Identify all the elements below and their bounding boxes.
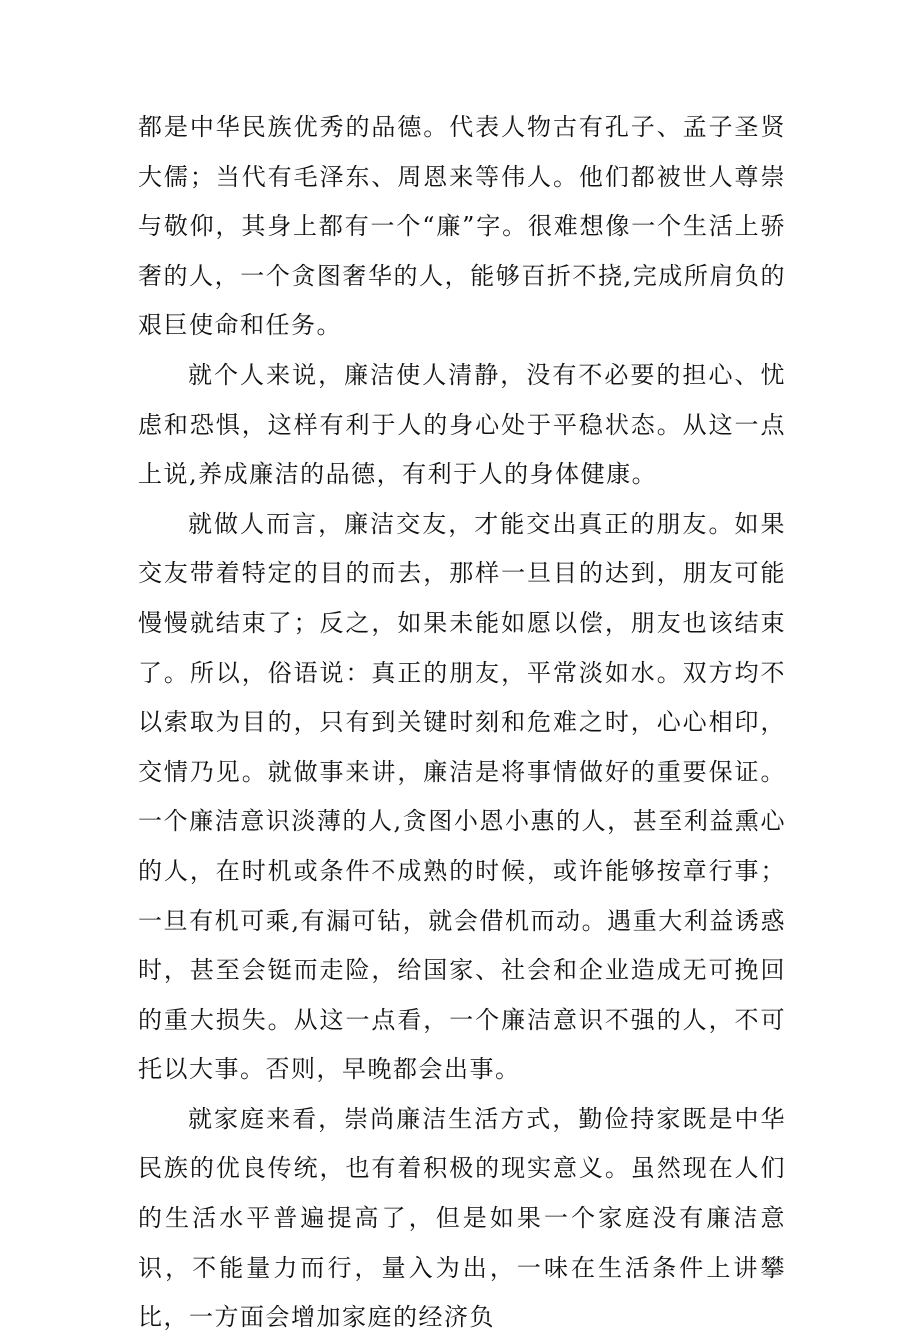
paragraph-1: 都是中华民族优秀的品德。代表人物古有孔子、孟子圣贤大儒；当代有毛泽东、周恩来等伟人。他们都被世人尊崇与敬仰，其身上都有一个“廉”字。很难想像一个生活上骄奢的人，一个贪图奢华的人，能够百折不挠,完成所肩负的艰巨使命和任务。 <box>138 113 786 340</box>
paragraph-4: 就家庭来看，崇尚廉洁生活方式，勤俭持家既是中华民族的优良传统，也有着积极的现实意义。虽然现在人们的生活水平普遍提高了，但是如果一个家庭没有廉洁意识，不能量力而行，量入为出，一味在生活条件上讲攀比，一方面会增加家庭的经济负 <box>138 1104 786 1332</box>
paragraph-2: 就个人来说，廉洁使人清静，没有不必要的担心、忧虑和恐惧，这样有利于人的身心处于平稳状态。从这一点上说,养成廉洁的品德，有利于人的身体健康。 <box>138 360 786 489</box>
paragraph-3: 就做人而言，廉洁交友，才能交出真正的朋友。如果交友带着特定的目的而去，那样一旦目的达到，朋友可能慢慢就结束了；反之，如果未能如愿以偿，朋友也该结束了。所以，俗语说：真正的朋友，平常淡如水。双方均不以索取为目的，只有到关键时刻和危难之时，心心相印，交情乃见。就做事来讲，廉洁是将事情做好的重要保证。一个廉洁意识淡薄的人,贪图小恩小惠的人，甚至利益熏心的人，在时机或条件不成熟的时候，或许能够按章行事；一旦有机可乘,有漏可钻，就会借机而动。遇重大利益诱惑时，甚至会铤而走险，给国家、社会和企业造成无可挽回的重大损失。从这一点看，一个廉洁意识不强的人，不可托以大事。否则，早晚都会出事。 <box>138 509 786 1084</box>
document-body <box>138 103 786 1343</box>
